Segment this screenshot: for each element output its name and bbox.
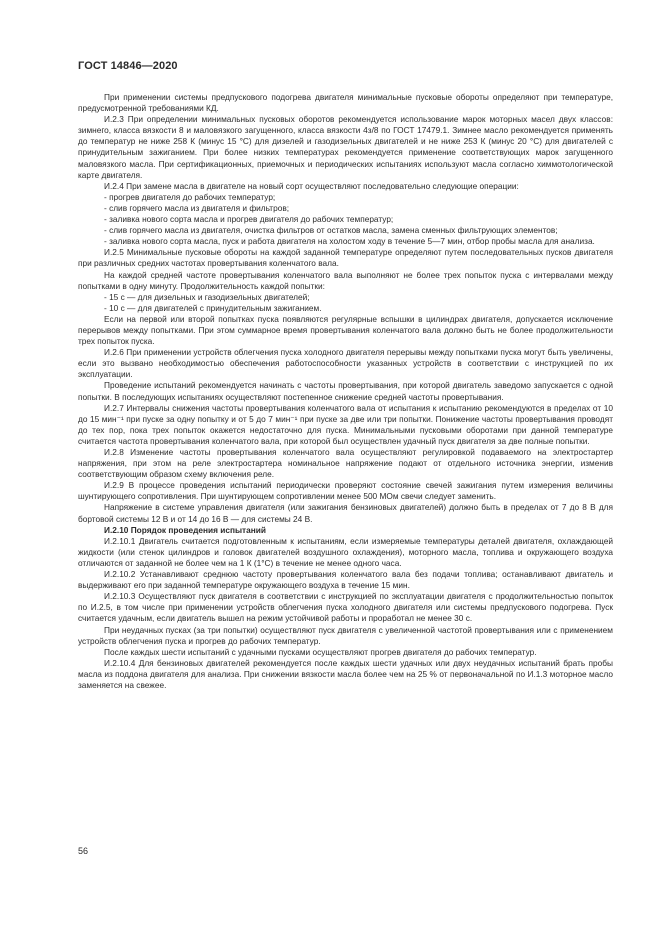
paragraph: И.2.10.4 Для бензиновых двигателей рекомендуется после каждых шести удачных или двух неудачных испытаний брать пробы масла из поддона двигателя для анализа. При снижении вязкости масла более чем на 25 % от первоначальной по И.1.3 моторное масло заменяется на свежее. (78, 657, 613, 690)
section-heading: И.2.10 Порядок проведения испытаний (104, 524, 266, 535)
document-header: ГОСТ 14846—2020 (78, 60, 178, 72)
paragraph: И.2.10.3 Осуществляют пуск двигателя в соответствии с инструкцией по эксплуатации двигателя с продолжительностью попыток по И.2.5, в том числе при применении устройств облегчения пуска холодного двигателя или системы предпускового подогрева. Пуск считается удачным, если двигатель вышел на режим устойчивой работы и проработал не менее 30 с. (78, 591, 613, 624)
paragraph: При применении системы предпускового подогрева двигателя минимальные пусковые обороты определяют при температуре, предусмотренной требованиями КД. (78, 92, 613, 114)
list-item: - слив горячего масла из двигателя, очистка фильтров от остатков масла, замена сменных фильтрующих элементов; (104, 225, 558, 236)
paragraph: Проведение испытаний рекомендуется начинать с частоты провертывания, при которой двигатель заведомо запускается с одной попытки. В последующих испытаниях осуществляют постепенное снижение средней частоты провертывания. (78, 380, 613, 402)
page-number: 56 (78, 846, 89, 856)
paragraph: И.2.9 В процессе проведения испытаний периодически проверяют состояние свечей зажигания путем измерения величины шунтирующего сопротивления. При шунтирующем сопротивлении менее 500 МОм свечи следует заменить. (78, 480, 613, 502)
paragraph: И.2.3 При определении минимальных пусковых оборотов рекомендуется использование марок моторных масел двух классов: зимнего, класса вязкости 8 и маловязкого загущенного, класса вязкости 4з/8 по ГОСТ 17479.1. Зимнее масло рекомендуется применять до температур не ниже 258 К (минус 15 °С) для дизелей и газодизельных двигателей и не ниже 253 К (минус 20 °С) для двигателей с принудительным зажиганием. При более низких температурах рекомендуется применение соответствующих марок загущенного маловязкого масла. При сертификационных, приемочных и периодических испытаниях используют масла согласно химмотологической карте двигателя. (78, 114, 613, 180)
paragraph: И.2.6 При применении устройств облегчения пуска холодного двигателя перерывы между попытками пуска могут быть увеличены, если это вызвано необходимостью обеспечения работоспособности указанных устройств в соответствии с инструкцией по их эксплуатации. (78, 347, 613, 380)
paragraph: Напряжение в системе управления двигателя (или зажигания бензиновых двигателей) должно быть в пределах от 7 до 8 В для бортовой системы 12 В и от 14 до 16 В — для системы 24 В. (78, 502, 613, 524)
list-item: - 10 с — для двигателей с принудительным зажиганием. (104, 302, 322, 313)
paragraph: На каждой средней частоте провертывания коленчатого вала выполняют не более трех попыток пуска с интервалами между попытками в одну минуту. Продолжительность каждой попытки: (78, 269, 613, 291)
paragraph: При неудачных пусках (за три попытки) осуществляют пуск двигателя с увеличенной частотой провертывания или с применением устройств облегчения пуска и прогрев до рабочих температур. (78, 624, 613, 646)
list-item: - 15 с — для дизельных и газодизельных двигателей; (104, 291, 310, 302)
paragraph: И.2.5 Минимальные пусковые обороты на каждой заданной температуре определяют путем последовательных пусков двигателя при различных средних частотах провертывания коленчатого вала. (78, 247, 613, 269)
paragraph: И.2.4 При замене масла в двигателе на новый сорт осуществляют последовательно следующие операции: (104, 180, 519, 191)
paragraph: Если на первой или второй попытках пуска появляются регулярные вспышки в цилиндрах двигателя, допускается исключение перерывов между попытками. При этом суммарное время провертывания коленчатого вала должно быть не более продолжительности трех попыток пуска. (78, 313, 613, 347)
paragraph: После каждых шести испытаний с удачными пусками осуществляют прогрев двигателя до рабочих температур. (104, 646, 537, 657)
paragraph: И.2.10.2 Устанавливают среднюю частоту провертывания коленчатого вала без подачи топлива; останавливают двигатель и выдерживают его при заданной температуре окружающего воздуха в течение 15 мин. (78, 569, 613, 591)
paragraph: И.2.10.1 Двигатель считается подготовленным к испытаниям, если измеряемые температуры деталей двигателя, охлаждающей жидкости (или стенок цилиндров и головок двигателей воздушного охлаждения), моторного масла, топлива и окружающего воздуха отличаются от заданной не более чем на 1 К (1°С) в течение не менее одного часа. (78, 535, 613, 568)
paragraph: И.2.8 Изменение частоты провертывания коленчатого вала осуществляют регулировкой подаваемого на электростартер напряжения, при этом на реле электростартера номинальное напряжение подают от отдельного источника энергии, изменив соответствующим образом схему включения реле. (78, 447, 613, 480)
list-item: - заливка нового сорта масла и прогрев двигателя до рабочих температур; (104, 214, 394, 225)
body-text (78, 92, 613, 691)
list-item: - слив горячего масла из двигателя и фильтров; (104, 202, 290, 213)
paragraph: И.2.7 Интервалы снижения частоты провертывания коленчатого вала от испытания к испытанию рекомендуются в пределах от 10 до 15 мин⁻¹ при пуске за одну попытку и от 5 до 7 мин⁻¹ при пуске за две или три попытки. Понижение частоты провертывания проводят до тех пор, пока трех попыток окажется недостаточно для пуска. Минимальными пусковыми оборотами при данной температуре считается частота провертывания коленчатого вала, при которой был осуществлен удачный пуск двигателя за две полные попытки. (78, 402, 613, 446)
list-item: - прогрев двигателя до рабочих температур; (104, 191, 276, 202)
list-item: - заливка нового сорта масла, пуск и работа двигателя на холостом ходу в течение 5—7 мин, отбор пробы масла для анализа. (104, 236, 595, 247)
